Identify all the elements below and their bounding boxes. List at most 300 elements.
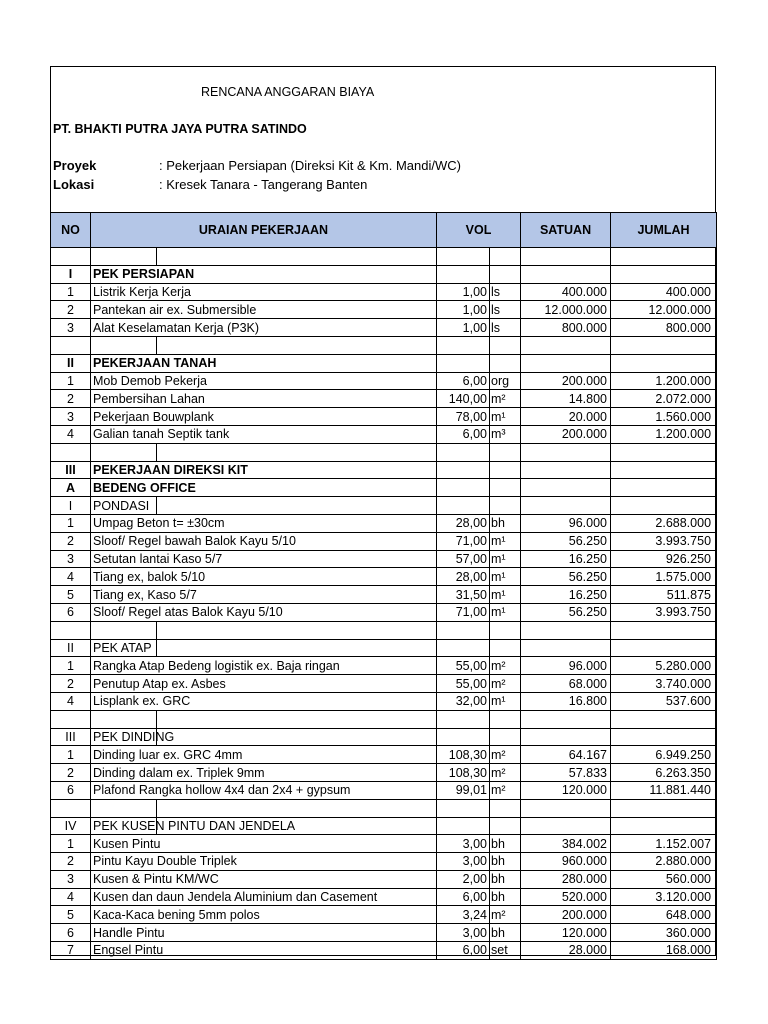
cell-no: 4 [51, 425, 91, 443]
table-row [51, 301, 717, 319]
cell-jumlah [611, 479, 717, 497]
cell-jumlah [611, 621, 717, 639]
cell-satuan [521, 443, 611, 461]
cell-no: 1 [51, 835, 91, 853]
header-satuan: SATUAN [521, 213, 611, 248]
cell-uraian: Pintu Kayu Double Triplek [91, 853, 437, 871]
table-row [51, 514, 717, 532]
table-row [51, 657, 717, 675]
company-name: PT. BHAKTI PUTRA JAYA PUTRA SATINDO [53, 122, 307, 136]
cell-unit [490, 265, 521, 283]
cell-uraian: PEK ATAP [91, 639, 157, 657]
cell-satuan: 200.000 [521, 372, 611, 390]
cell-uraian: Kusen & Pintu KM/WC [91, 870, 437, 888]
cell-no [51, 621, 91, 639]
table-row [51, 942, 717, 960]
cell-vol: 140,00 [437, 390, 490, 408]
cell-no: 6 [51, 781, 91, 799]
cell-jumlah: 2.880.000 [611, 853, 717, 871]
cell-jumlah: 3.993.750 [611, 532, 717, 550]
cell-uraian-ext [157, 248, 437, 266]
cell-vol [437, 354, 490, 372]
cell-jumlah: 12.000.000 [611, 301, 717, 319]
cell-satuan: 200.000 [521, 425, 611, 443]
table-row [51, 283, 717, 301]
cell-uraian [91, 443, 157, 461]
cell-vol: 28,00 [437, 514, 490, 532]
cell-vol: 32,00 [437, 692, 490, 710]
cell-uraian [91, 336, 157, 354]
cell-satuan: 120.000 [521, 781, 611, 799]
cell-vol [437, 336, 490, 354]
cell-jumlah [611, 461, 717, 479]
cell-no [51, 248, 91, 266]
cell-no [51, 799, 91, 817]
cell-uraian: Sloof/ Regel atas Balok Kayu 5/10 [91, 603, 437, 621]
cell-vol: 99,01 [437, 781, 490, 799]
cell-no: I [51, 265, 91, 283]
cell-no [51, 336, 91, 354]
cell-vol: 6,00 [437, 372, 490, 390]
cell-unit: bh [490, 888, 521, 906]
cell-uraian: Listrik Kerja Kerja [91, 283, 437, 301]
cell-jumlah: 1.152.007 [611, 835, 717, 853]
cell-jumlah [611, 799, 717, 817]
cell-unit: m¹ [490, 532, 521, 550]
table-row [51, 532, 717, 550]
cell-no: 5 [51, 586, 91, 604]
cell-unit: m² [490, 390, 521, 408]
cell-no: 2 [51, 301, 91, 319]
cell-unit [490, 248, 521, 266]
cell-satuan: 57.833 [521, 764, 611, 782]
section-row [51, 265, 717, 283]
proyek-label: Proyek [53, 158, 97, 173]
cell-unit: m³ [490, 425, 521, 443]
cell-uraian: Penutup Atap ex. Asbes [91, 675, 437, 693]
cell-satuan: 960.000 [521, 853, 611, 871]
cell-unit [490, 799, 521, 817]
subsection-row [51, 639, 717, 657]
cell-vol: 108,30 [437, 746, 490, 764]
cell-vol [437, 248, 490, 266]
cell-satuan: 280.000 [521, 870, 611, 888]
cell-unit: bh [490, 853, 521, 871]
cell-unit [490, 354, 521, 372]
cell-unit [490, 497, 521, 515]
cell-unit: m² [490, 675, 521, 693]
cell-uraian: Setutan lantai Kaso 5/7 [91, 550, 437, 568]
table-row [51, 425, 717, 443]
cell-uraian: Engsel Pintu [91, 942, 437, 960]
cell-no: III [51, 461, 91, 479]
cell-jumlah: 1.200.000 [611, 372, 717, 390]
cell-satuan [521, 336, 611, 354]
cell-no [51, 443, 91, 461]
cell-satuan: 56.250 [521, 603, 611, 621]
cell-unit: m¹ [490, 586, 521, 604]
cell-jumlah: 360.000 [611, 924, 717, 942]
cell-uraian: Rangka Atap Bedeng logistik ex. Baja ringan [91, 657, 437, 675]
cell-jumlah: 1.200.000 [611, 425, 717, 443]
cell-satuan: 14.800 [521, 390, 611, 408]
cell-jumlah: 11.881.440 [611, 781, 717, 799]
cell-uraian: Sloof/ Regel bawah Balok Kayu 5/10 [91, 532, 437, 550]
blank-row [51, 336, 717, 354]
cell-satuan: 96.000 [521, 657, 611, 675]
cell-vol: 6,00 [437, 888, 490, 906]
cell-no: IV [51, 817, 91, 835]
cell-satuan [521, 265, 611, 283]
cell-uraian-ext [157, 497, 437, 515]
cell-jumlah [611, 817, 717, 835]
table-row [51, 835, 717, 853]
subsection-row [51, 817, 717, 835]
cell-no: 6 [51, 924, 91, 942]
document-title: RENCANA ANGGARAN BIAYA [201, 85, 375, 99]
cell-unit: bh [490, 924, 521, 942]
cell-uraian: Lisplank ex. GRC [91, 692, 437, 710]
cell-jumlah: 3.993.750 [611, 603, 717, 621]
cell-no: 4 [51, 888, 91, 906]
cell-jumlah [611, 710, 717, 728]
cell-unit: ls [490, 283, 521, 301]
subsection-row [51, 728, 717, 746]
cell-satuan: 384.002 [521, 835, 611, 853]
table-row [51, 675, 717, 693]
section-row [51, 479, 717, 497]
cell-vol [437, 817, 490, 835]
cell-jumlah: 511.875 [611, 586, 717, 604]
cell-uraian [91, 248, 157, 266]
cell-satuan [521, 461, 611, 479]
cell-uraian: Galian tanah Septik tank [91, 425, 437, 443]
cell-uraian-ext [157, 728, 437, 746]
cell-satuan: 120.000 [521, 924, 611, 942]
cell-satuan: 64.167 [521, 746, 611, 764]
cell-vol: 3,00 [437, 835, 490, 853]
cell-unit: org [490, 372, 521, 390]
table-body [51, 248, 717, 960]
table-row [51, 781, 717, 799]
cell-uraian: Tiang ex, balok 5/10 [91, 568, 437, 586]
table-row [51, 888, 717, 906]
cell-uraian-ext [157, 710, 437, 728]
blank-row [51, 710, 717, 728]
cell-vol [437, 479, 490, 497]
cell-vol [437, 728, 490, 746]
cell-no: 6 [51, 603, 91, 621]
cell-no: A [51, 479, 91, 497]
cell-unit: m¹ [490, 603, 521, 621]
cell-uraian: Handle Pintu [91, 924, 437, 942]
cell-jumlah [611, 639, 717, 657]
cell-no: 3 [51, 408, 91, 426]
cell-no: 3 [51, 319, 91, 337]
rab-table [50, 212, 717, 960]
cell-uraian: PEKERJAAN DIREKSI KIT [91, 461, 437, 479]
cell-no: 1 [51, 514, 91, 532]
cell-vol [437, 799, 490, 817]
cell-vol: 3,00 [437, 853, 490, 871]
cell-vol [437, 639, 490, 657]
cell-no: 1 [51, 372, 91, 390]
cell-vol: 55,00 [437, 657, 490, 675]
cell-uraian: Kaca-Kaca bening 5mm polos [91, 906, 437, 924]
cell-unit: bh [490, 870, 521, 888]
cell-unit: bh [490, 835, 521, 853]
table-row [51, 746, 717, 764]
table-row [51, 764, 717, 782]
cell-jumlah [611, 265, 717, 283]
cell-no: 3 [51, 870, 91, 888]
header-no: NO [51, 213, 91, 248]
cell-uraian: Kusen Pintu [91, 835, 437, 853]
cell-jumlah [611, 443, 717, 461]
table-row [51, 372, 717, 390]
cell-unit: ls [490, 319, 521, 337]
table-row [51, 853, 717, 871]
cell-unit [490, 479, 521, 497]
cell-uraian: Mob Demob Pekerja [91, 372, 437, 390]
cell-no: 2 [51, 532, 91, 550]
cell-vol: 2,00 [437, 870, 490, 888]
cell-satuan [521, 639, 611, 657]
cell-jumlah: 800.000 [611, 319, 717, 337]
cell-vol: 3,00 [437, 924, 490, 942]
cell-uraian-ext [157, 336, 437, 354]
cell-vol [437, 443, 490, 461]
cell-uraian-ext [157, 639, 437, 657]
cell-no: 3 [51, 550, 91, 568]
cell-satuan: 200.000 [521, 906, 611, 924]
cell-unit: m² [490, 781, 521, 799]
cell-satuan [521, 248, 611, 266]
cell-unit: m² [490, 746, 521, 764]
cell-unit: m¹ [490, 692, 521, 710]
cell-unit: m¹ [490, 408, 521, 426]
cell-satuan [521, 799, 611, 817]
cell-uraian: Pekerjaan Bouwplank [91, 408, 437, 426]
cell-satuan: 16.800 [521, 692, 611, 710]
cell-unit: m¹ [490, 550, 521, 568]
cell-satuan [521, 497, 611, 515]
cell-no: I [51, 497, 91, 515]
cell-satuan: 68.000 [521, 675, 611, 693]
lokasi-value: : Kresek Tanara - Tangerang Banten [159, 177, 368, 192]
cell-no: II [51, 354, 91, 372]
cell-vol: 6,00 [437, 425, 490, 443]
cell-vol: 28,00 [437, 568, 490, 586]
cell-unit [490, 639, 521, 657]
table-row [51, 568, 717, 586]
cell-unit [490, 710, 521, 728]
table-row [51, 550, 717, 568]
cell-vol: 6,00 [437, 942, 490, 960]
cell-unit [490, 817, 521, 835]
cell-no: III [51, 728, 91, 746]
cell-satuan: 520.000 [521, 888, 611, 906]
table-row [51, 408, 717, 426]
cell-jumlah: 5.280.000 [611, 657, 717, 675]
cell-jumlah: 560.000 [611, 870, 717, 888]
cell-satuan [521, 817, 611, 835]
cell-uraian: Kusen dan daun Jendela Aluminium dan Casement [91, 888, 437, 906]
cell-vol [437, 461, 490, 479]
table-row [51, 390, 717, 408]
cell-satuan: 56.250 [521, 568, 611, 586]
cell-satuan: 28.000 [521, 942, 611, 960]
cell-no: 7 [51, 942, 91, 960]
cell-satuan: 56.250 [521, 532, 611, 550]
cell-jumlah [611, 354, 717, 372]
cell-unit [490, 461, 521, 479]
cell-satuan: 16.250 [521, 550, 611, 568]
cell-jumlah: 6.949.250 [611, 746, 717, 764]
cell-unit [490, 336, 521, 354]
cell-uraian: PEK KUSEN PINTU DAN JENDELA [91, 817, 157, 835]
cell-no [51, 710, 91, 728]
cell-uraian: PEK PERSIAPAN [91, 265, 437, 283]
cell-uraian-ext [157, 443, 437, 461]
cell-vol: 3,24 [437, 906, 490, 924]
cell-jumlah: 1.575.000 [611, 568, 717, 586]
cell-uraian: PEK DINDING [91, 728, 157, 746]
cell-jumlah: 2.688.000 [611, 514, 717, 532]
table-row [51, 870, 717, 888]
cell-satuan: 400.000 [521, 283, 611, 301]
cell-jumlah: 926.250 [611, 550, 717, 568]
table-row [51, 603, 717, 621]
cell-jumlah [611, 497, 717, 515]
cell-satuan [521, 621, 611, 639]
cell-vol: 108,30 [437, 764, 490, 782]
cell-satuan: 16.250 [521, 586, 611, 604]
header-vol: VOL [437, 213, 521, 248]
cell-vol: 1,00 [437, 283, 490, 301]
cell-unit [490, 443, 521, 461]
cell-uraian [91, 710, 157, 728]
lokasi-label: Lokasi [53, 177, 95, 192]
cell-uraian: BEDENG OFFICE [91, 479, 437, 497]
cell-no: 4 [51, 692, 91, 710]
table-row [51, 906, 717, 924]
cell-jumlah [611, 728, 717, 746]
cell-no: 2 [51, 853, 91, 871]
cell-jumlah [611, 248, 717, 266]
cell-unit: m² [490, 906, 521, 924]
cell-vol [437, 621, 490, 639]
cell-jumlah: 6.263.350 [611, 764, 717, 782]
cell-satuan [521, 354, 611, 372]
blank-row [51, 799, 717, 817]
cell-uraian: Dinding dalam ex. Triplek 9mm [91, 764, 437, 782]
cell-vol: 71,00 [437, 603, 490, 621]
cell-jumlah: 168.000 [611, 942, 717, 960]
blank-row [51, 621, 717, 639]
cell-no: 1 [51, 283, 91, 301]
cell-jumlah: 2.072.000 [611, 390, 717, 408]
cell-no: 2 [51, 764, 91, 782]
cell-jumlah: 648.000 [611, 906, 717, 924]
cell-vol: 1,00 [437, 319, 490, 337]
cell-vol [437, 710, 490, 728]
cell-uraian [91, 799, 157, 817]
table-row [51, 586, 717, 604]
cell-vol [437, 497, 490, 515]
section-row [51, 461, 717, 479]
subsection-row [51, 497, 717, 515]
cell-uraian: Alat Keselamatan Kerja (P3K) [91, 319, 437, 337]
section-row [51, 354, 717, 372]
rab-sheet [50, 66, 716, 956]
cell-uraian-ext [157, 621, 437, 639]
cell-no: 1 [51, 746, 91, 764]
cell-satuan: 96.000 [521, 514, 611, 532]
cell-satuan [521, 728, 611, 746]
cell-vol: 55,00 [437, 675, 490, 693]
cell-unit: m² [490, 657, 521, 675]
cell-no: II [51, 639, 91, 657]
cell-uraian [91, 621, 157, 639]
cell-uraian: Dinding luar ex. GRC 4mm [91, 746, 437, 764]
cell-uraian: PONDASI [91, 497, 157, 515]
table-row [51, 319, 717, 337]
cell-unit: m¹ [490, 568, 521, 586]
cell-satuan: 800.000 [521, 319, 611, 337]
cell-no: 2 [51, 390, 91, 408]
cell-vol: 1,00 [437, 301, 490, 319]
cell-vol: 31,50 [437, 586, 490, 604]
cell-satuan [521, 479, 611, 497]
cell-vol: 57,00 [437, 550, 490, 568]
cell-uraian: Pembersihan Lahan [91, 390, 437, 408]
cell-uraian: Pantekan air ex. Submersible [91, 301, 437, 319]
cell-no: 4 [51, 568, 91, 586]
header-jumlah: JUMLAH [611, 213, 717, 248]
table-header-row [51, 213, 717, 248]
cell-unit: ls [490, 301, 521, 319]
cell-vol: 78,00 [437, 408, 490, 426]
cell-uraian: Plafond Rangka hollow 4x4 dan 2x4 + gypsum [91, 781, 437, 799]
cell-unit [490, 728, 521, 746]
proyek-value: : Pekerjaan Persiapan (Direksi Kit & Km. Mandi/WC) [159, 158, 461, 173]
cell-unit [490, 621, 521, 639]
cell-jumlah: 400.000 [611, 283, 717, 301]
cell-satuan: 12.000.000 [521, 301, 611, 319]
cell-uraian: PEKERJAAN TANAH [91, 354, 437, 372]
cell-jumlah: 1.560.000 [611, 408, 717, 426]
cell-no: 2 [51, 675, 91, 693]
cell-unit: bh [490, 514, 521, 532]
blank-row [51, 443, 717, 461]
cell-no: 1 [51, 657, 91, 675]
cell-unit: m² [490, 764, 521, 782]
cell-uraian: Tiang ex, Kaso 5/7 [91, 586, 437, 604]
cell-satuan: 20.000 [521, 408, 611, 426]
cell-vol [437, 265, 490, 283]
cell-satuan [521, 710, 611, 728]
cell-jumlah: 3.740.000 [611, 675, 717, 693]
table-row [51, 924, 717, 942]
cell-jumlah: 537.600 [611, 692, 717, 710]
cell-uraian: Umpag Beton t= ±30cm [91, 514, 437, 532]
cell-jumlah: 3.120.000 [611, 888, 717, 906]
blank-row [51, 248, 717, 266]
cell-unit: set [490, 942, 521, 960]
header-uraian: URAIAN PEKERJAAN [91, 213, 437, 248]
cell-jumlah [611, 336, 717, 354]
